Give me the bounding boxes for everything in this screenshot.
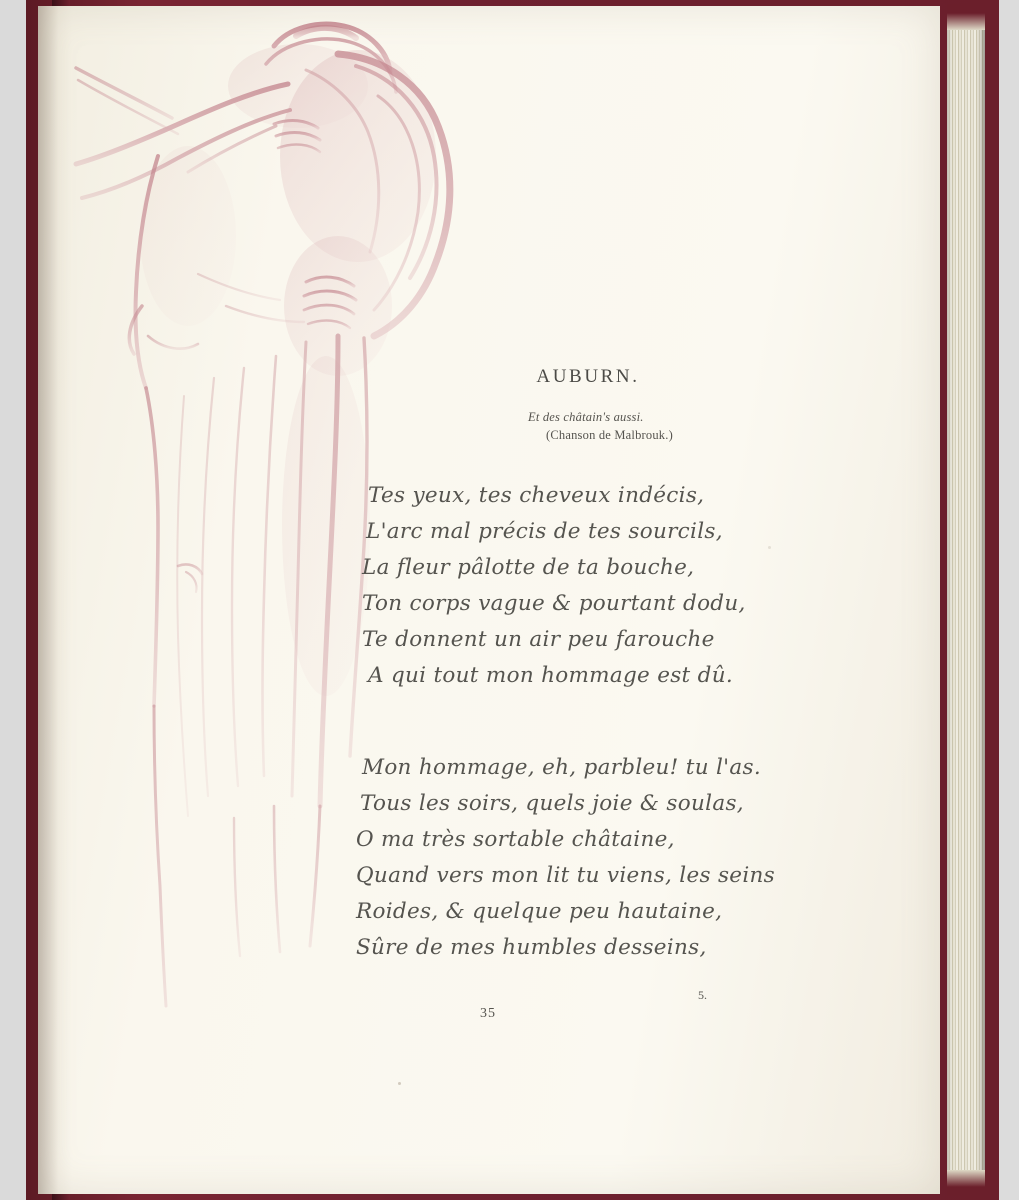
folio-row — [338, 988, 898, 1026]
verse-line: A qui tout mon hommage est dû. — [368, 663, 733, 689]
poem-text-block — [338, 366, 898, 1026]
verse-line: Sûre de mes humbles desseins, — [356, 935, 707, 961]
verse-line: Quand vers mon lit tu viens, les seins — [356, 863, 775, 889]
epigraph-line-1: Et des châtain's aussi. — [528, 410, 644, 424]
verse-line: Te donnent un air peu farouche — [362, 627, 715, 653]
stanza-1 — [362, 478, 898, 694]
paper-speck — [398, 1082, 401, 1085]
fore-edge-top — [947, 4, 985, 30]
verse-line: Tous les soirs, quels joie & soulas, — [360, 791, 744, 817]
epigraph — [528, 408, 898, 444]
verse-line: O ma très sortable châtaine, — [356, 827, 675, 853]
page-number: 35 — [480, 1006, 496, 1022]
paper-speck — [768, 546, 771, 549]
verse-line: L'arc mal précis de tes sourcils, — [366, 519, 723, 545]
verse-line: Roides, & quelque peu hautaine, — [356, 899, 723, 925]
verse-line: Tes yeux, tes cheveux indécis, — [368, 483, 705, 509]
background-left — [0, 0, 28, 1200]
epigraph-line-2: (Chanson de Malbrouk.) — [546, 428, 673, 443]
verse-line: Mon hommage, eh, parbleu! tu l'as. — [362, 755, 761, 781]
background-right — [997, 0, 1019, 1200]
fore-edge-bottom — [947, 1170, 985, 1196]
printed-page — [38, 6, 940, 1194]
signature-mark: 5. — [698, 988, 707, 1003]
gutter-shadow — [38, 6, 72, 1194]
verse-line: Ton corps vague & pourtant dodu, — [362, 591, 746, 617]
stanza-2 — [356, 750, 898, 966]
verse-line: La fleur pâlotte de ta bouche, — [362, 555, 695, 581]
page-fore-edge — [947, 10, 985, 1190]
poem-title: AUBURN. — [536, 366, 640, 387]
